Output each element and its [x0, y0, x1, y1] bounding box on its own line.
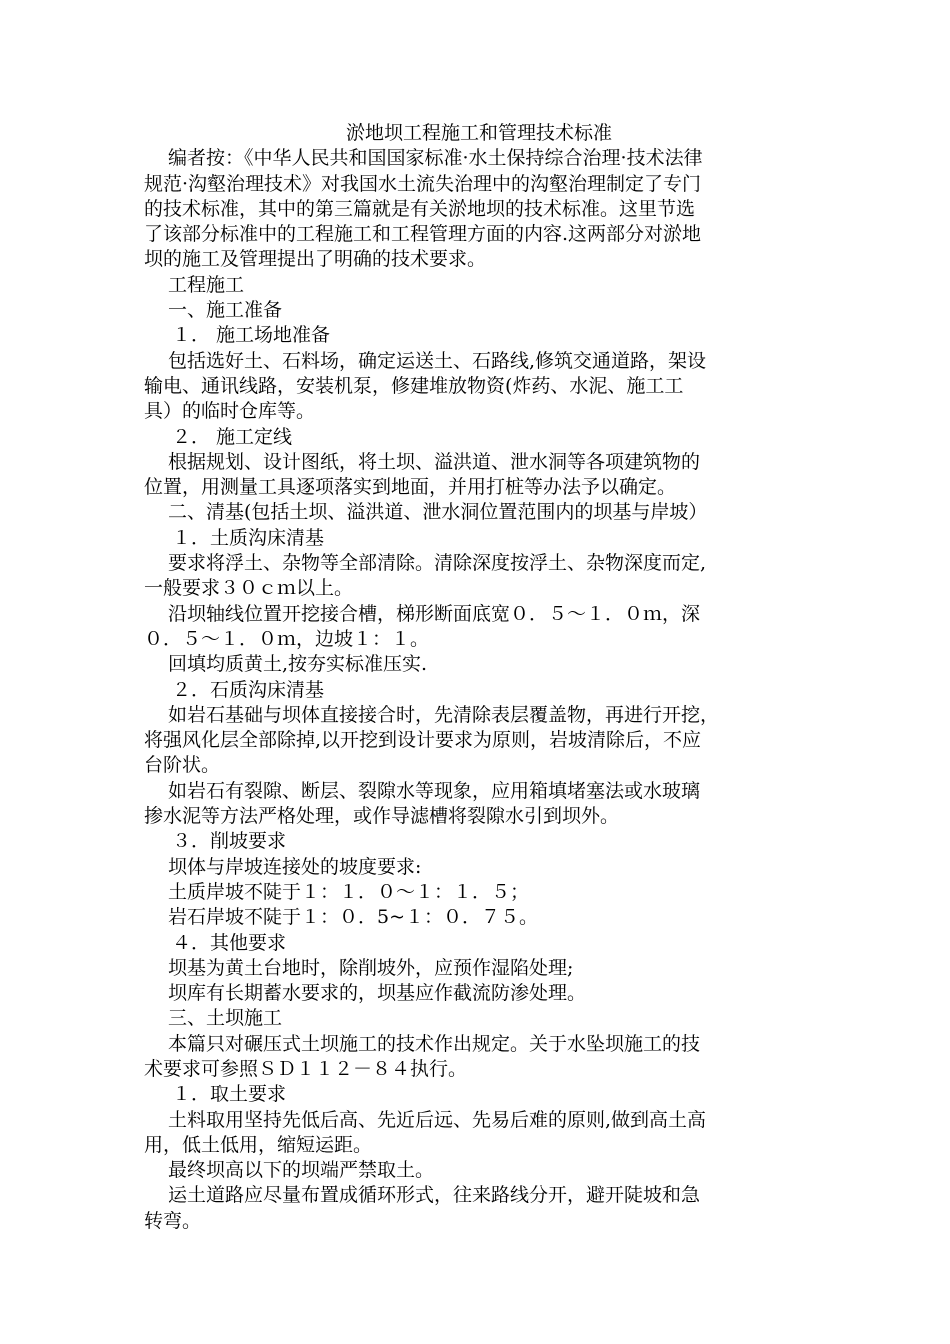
editor-note-line: 编者按：《中华人民共和国国家标准·水土保持综合治理·技术法律: [168, 147, 703, 170]
heading-dam: 三、土坝施工: [168, 1007, 283, 1030]
paragraph-line: 具）的临时仓库等。: [144, 400, 316, 423]
paragraph-line: 术要求可参照ＳＤ１１２－８４执行。: [144, 1057, 468, 1080]
editor-note-line: 的技术标准，其中的第三篇就是有关淤地坝的技术标准。这里节选: [144, 197, 696, 220]
editor-note: [144, 146, 814, 272]
heading-clean: 二、清基(包括土坝、溢洪道、泄水洞位置范围内的坝基与岸坡）: [168, 501, 708, 524]
paragraph-site: [144, 349, 814, 425]
heading-prep: 一、施工准备: [168, 299, 283, 322]
paragraph-dam: [144, 1032, 814, 1083]
subheading-borrow: １．取土要求: [172, 1083, 287, 1106]
paragraph-line: 要求将浮土、杂物等全部清除。清除深度按浮土、杂物深度而定,: [168, 552, 707, 575]
paragraph-other-2: 坝库有长期蓄水要求的，坝基应作截流防渗处理。: [168, 982, 587, 1005]
paragraph-soil-2: [144, 602, 814, 653]
subheading-other: ４．其他要求: [172, 931, 287, 954]
paragraph-line: 将强风化层全部除掉,以开挖到设计要求为原则，岩坡清除后，不应: [144, 729, 702, 752]
subheading-layout: ２． 施工定线: [172, 425, 293, 448]
paragraph-line: 位置，用测量工具逐项落实到地面，并用打桩等办法予以确定。: [144, 476, 677, 499]
document-body: [144, 121, 814, 1234]
paragraph-line: 输电、通讯线路，安装机泵，修建堆放物资(炸药、水泥、施工工: [144, 374, 684, 397]
paragraph-line: 如岩石有裂隙、断层、裂隙水等现象，应用箱填堵塞法或水玻璃: [168, 779, 701, 802]
paragraph-soil-3: 回填均质黄土,按夯实标准压实.: [168, 653, 428, 676]
paragraph-line: 转弯。: [144, 1209, 202, 1232]
subheading-soil: １．土质沟床清基: [172, 526, 325, 549]
subheading-site: １． 施工场地准备: [172, 324, 331, 347]
editor-note-line: 规范·沟壑治理技术》对我国水土流失治理中的沟壑治理制定了专门: [144, 172, 702, 195]
paragraph-borrow-3: [144, 1183, 814, 1234]
paragraph-line: 一般要求３０ｃｍ以上。: [144, 577, 354, 600]
paragraph-borrow-2: 最终坝高以下的坝端严禁取土。: [168, 1159, 435, 1182]
paragraph-other-1: 坝基为黄土台地时，除削坡外，应预作湿陷处理;: [168, 956, 574, 979]
paragraph-line: 沿坝轴线位置开挖接合槽，梯形断面底宽０．５～１．０ｍ，深: [168, 602, 701, 625]
paragraph-line: 运土道路应尽量布置成循环形式，往来路线分开，避开陡坡和急: [168, 1184, 701, 1207]
subheading-rock: ２．石质沟床清基: [172, 678, 325, 701]
paragraph-line: 土料取用坚持先低后高、先近后远、先易后难的原则,做到高土高: [168, 1108, 707, 1131]
section-heading-construction: 工程施工: [168, 273, 245, 296]
paragraph-line: 包括选好土、石料场，确定运送土、石路线,修筑交通道路，架设: [168, 349, 707, 372]
editor-note-line: 了该部分标准中的工程施工和工程管理方面的内容.这两部分对淤地: [144, 223, 702, 246]
paragraph-line: 本篇只对碾压式土坝施工的技术作出规定。关于水坠坝施工的技: [168, 1032, 701, 1055]
paragraph-slope-3: 岩石岸坡不陡于１：０．5~１：０．７５。: [168, 906, 539, 929]
paragraph-slope-1: 坝体与岸坡连接处的坡度要求:: [168, 855, 422, 878]
paragraph-line: 掺水泥等方法严格处理，或作导滤槽将裂隙水引到坝外。: [144, 805, 620, 828]
paragraph-line: 根据规划、设计图纸，将土坝、溢洪道、泄水洞等各项建筑物的: [168, 450, 701, 473]
paragraph-line: ０．５～１．０ｍ，边坡１：１。: [144, 627, 430, 650]
subheading-slope: ３．削坡要求: [172, 830, 287, 853]
paragraph-slope-2: 土质岸坡不陡于１：１．０～１：１．５；: [168, 880, 530, 903]
paragraph-rock-1: [144, 703, 814, 779]
paragraph-line: 台阶状。: [144, 754, 221, 777]
paragraph-rock-2: [144, 779, 814, 830]
paragraph-borrow-1: [144, 1108, 814, 1159]
document-title: 淤地坝工程施工和管理技术标准: [345, 122, 612, 144]
paragraph-line: 如岩石基础与坝体直接接合时，先清除表层覆盖物，再进行开挖，: [168, 703, 720, 726]
paragraph-line: 用，低土低用，缩短运距。: [144, 1133, 373, 1156]
paragraph-soil-1: [144, 551, 814, 602]
editor-note-line: 坝的施工及管理提出了明确的技术要求。: [144, 248, 487, 271]
paragraph-layout: [144, 450, 814, 501]
